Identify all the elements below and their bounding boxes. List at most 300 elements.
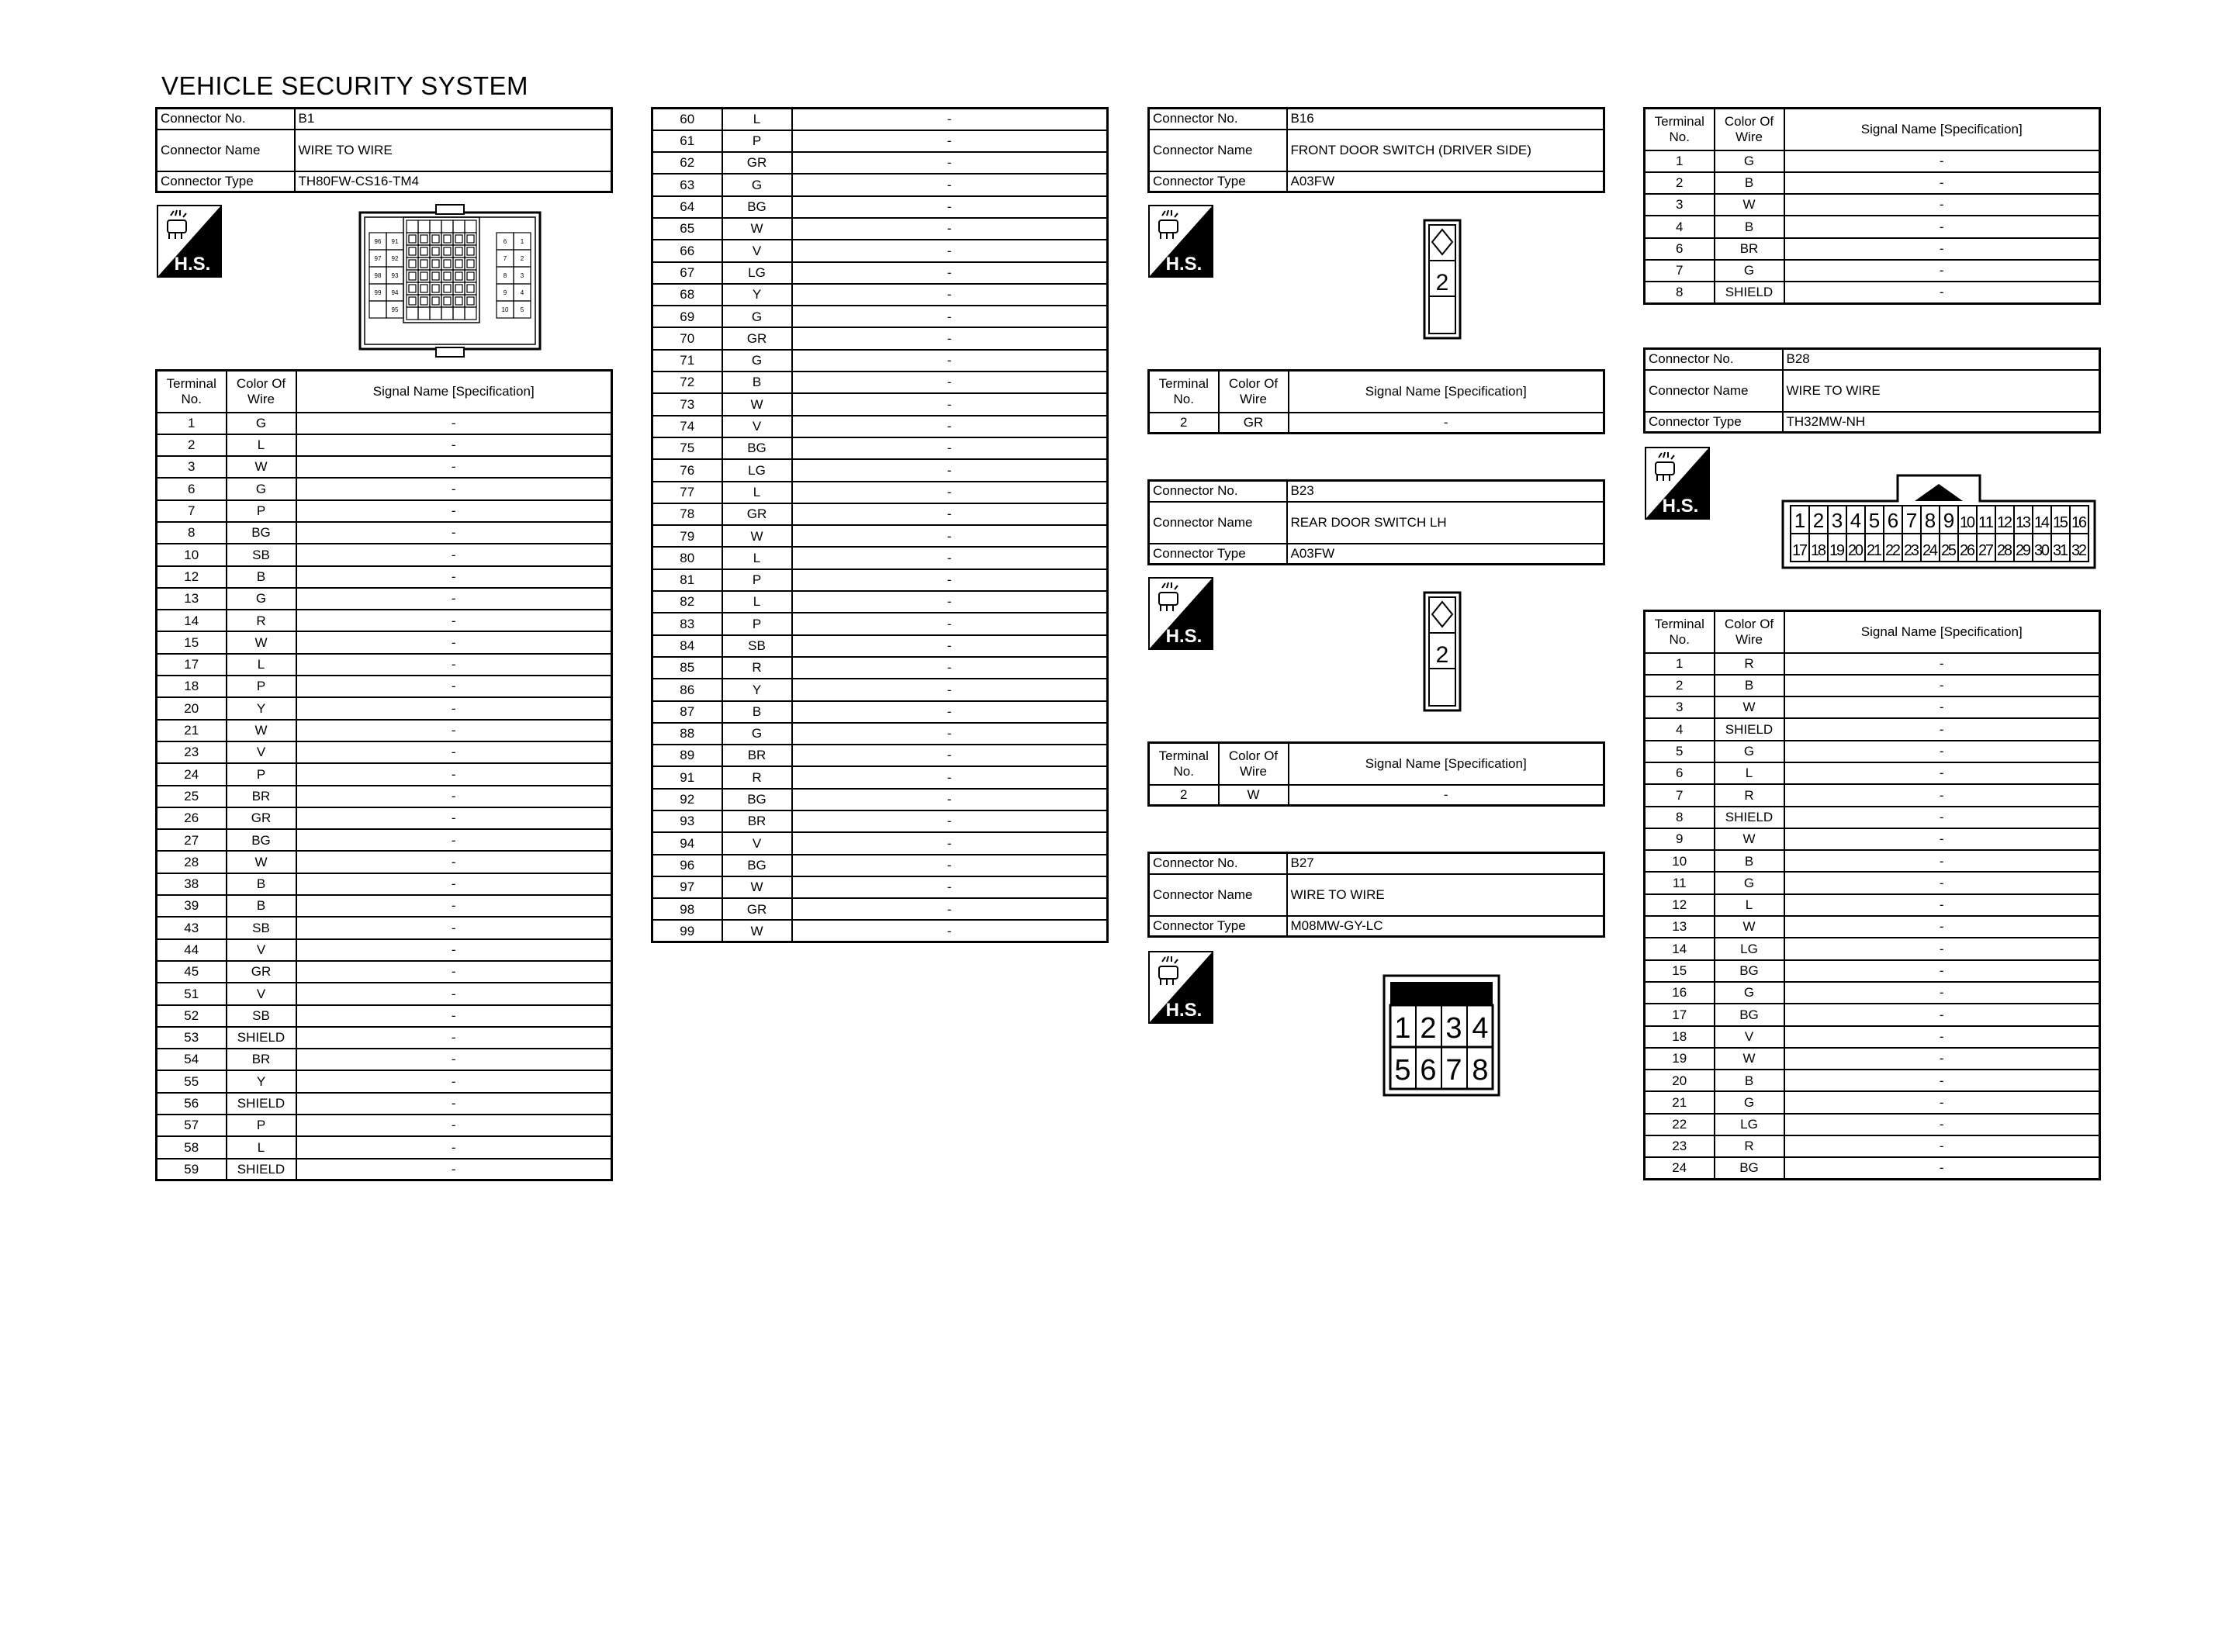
wire-color-cell: LG (722, 262, 792, 284)
connector-no-label: Connector No. (157, 109, 295, 130)
color-of-wire-header: Color Of Wire (1219, 743, 1289, 785)
signal-name-cell: - (792, 130, 1108, 152)
wire-color-cell: LG (1715, 938, 1784, 959)
table-row (652, 174, 1108, 195)
b1-pin-label: 5 (520, 306, 524, 313)
wire-color-cell: BG (722, 437, 792, 459)
wire-color-cell: L (722, 482, 792, 503)
terminal-no-cell: 43 (157, 917, 227, 938)
wire-color-cell: G (1715, 982, 1784, 1004)
harness-side-icon (1148, 577, 1213, 650)
harness-side-icon (1148, 205, 1213, 278)
terminal-no-header: Terminal No. (1149, 371, 1219, 413)
b28-pin-label: 3 (1831, 509, 1843, 532)
terminal-no-cell: 17 (1645, 1004, 1715, 1025)
connector-no-value: B16 (1287, 109, 1604, 130)
terminal-no-cell: 25 (157, 786, 227, 807)
signal-name-cell: - (792, 810, 1108, 832)
wire-color-cell: W (227, 851, 296, 873)
wire-color-cell: BG (1715, 1157, 1784, 1179)
wire-color-cell: L (227, 654, 296, 676)
hs-label: H.S. (1165, 626, 1203, 647)
signal-name-cell: - (296, 456, 612, 478)
connector-type-label: Connector Type (1149, 171, 1287, 192)
signal-name-cell: - (792, 482, 1108, 503)
table-row (157, 851, 612, 873)
signal-name-cell: - (1784, 1157, 2100, 1179)
terminal-no-cell: 7 (1645, 260, 1715, 282)
signal-name-cell: - (792, 416, 1108, 437)
wire-color-cell: Y (722, 284, 792, 306)
wire-color-cell: G (722, 350, 792, 372)
b23-terminal-table (1147, 741, 1605, 807)
b27-pin-label: 5 (1394, 1054, 1411, 1087)
wire-color-cell: B (1715, 216, 1784, 237)
terminal-no-cell: 91 (652, 766, 722, 788)
wire-color-cell: SHIELD (227, 1027, 296, 1049)
table-row (157, 807, 612, 829)
wire-color-cell: R (722, 657, 792, 679)
b28-pin-label: 16 (2071, 514, 2087, 531)
table-row (652, 657, 1108, 679)
terminal-no-cell: 17 (157, 654, 227, 676)
connector-type-label: Connector Type (1149, 544, 1287, 565)
wire-color-cell: P (227, 1115, 296, 1136)
wire-color-cell: B (1715, 1070, 1784, 1091)
wire-color-cell: SHIELD (1715, 718, 1784, 740)
terminal-no-cell: 57 (157, 1115, 227, 1136)
signal-name-cell: - (1784, 150, 2100, 172)
wire-color-cell: L (722, 591, 792, 613)
b1-pin-label: 3 (520, 272, 524, 279)
connector-type-value: TH80FW-CS16-TM4 (295, 171, 612, 192)
wire-color-cell: BG (722, 855, 792, 876)
signal-name-cell: - (1784, 872, 2100, 893)
wire-color-cell: SHIELD (1715, 282, 1784, 303)
wire-color-cell: BG (227, 829, 296, 851)
b28-pin-label: 23 (1904, 542, 1919, 559)
signal-name-cell: - (1784, 653, 2100, 675)
terminal-no-cell: 13 (157, 588, 227, 610)
terminal-no-cell: 24 (1645, 1157, 1715, 1179)
wire-color-cell: B (227, 873, 296, 895)
b28-pin-label: 20 (1848, 542, 1864, 559)
signal-name-cell: - (1784, 894, 2100, 916)
b1-pin-label: 95 (391, 306, 399, 313)
table-row (652, 327, 1108, 349)
wire-color-cell: V (1715, 1026, 1784, 1048)
signal-name-cell: - (792, 196, 1108, 218)
signal-name-cell: - (1784, 238, 2100, 260)
table-row (652, 723, 1108, 745)
terminal-no-cell: 81 (652, 569, 722, 591)
table-row (157, 1136, 612, 1158)
terminal-no-cell: 39 (157, 895, 227, 917)
wire-color-cell: G (227, 478, 296, 499)
hs-label: H.S. (174, 254, 211, 275)
signal-name-cell: - (792, 679, 1108, 700)
terminal-no-cell: 26 (157, 807, 227, 829)
terminal-no-cell: 2 (1149, 413, 1219, 434)
b23-pin-label: 2 (1435, 642, 1449, 668)
table-row (157, 1027, 612, 1049)
b28-pin-label: 15 (2053, 514, 2068, 531)
terminal-no-cell: 94 (652, 832, 722, 854)
signal-name-cell: - (296, 1027, 612, 1049)
signal-name-cell: - (792, 855, 1108, 876)
wire-color-cell: BG (227, 522, 296, 544)
wire-color-cell: B (1715, 172, 1784, 194)
wire-color-cell: L (227, 1136, 296, 1158)
connector-type-label: Connector Type (1149, 916, 1287, 937)
signal-name-cell: - (792, 152, 1108, 174)
signal-name-cell: - (296, 631, 612, 653)
wire-color-cell: W (1715, 916, 1784, 938)
table-row (652, 196, 1108, 218)
signal-name-cell: - (296, 522, 612, 544)
terminal-no-cell: 96 (652, 855, 722, 876)
color-of-wire-header: Color Of Wire (1219, 371, 1289, 413)
wire-color-cell: BG (722, 789, 792, 810)
table-row (652, 766, 1108, 788)
terminal-no-cell: 9 (1645, 828, 1715, 850)
terminal-no-cell: 52 (157, 1005, 227, 1027)
b1-info (155, 107, 613, 193)
wire-color-cell: GR (722, 152, 792, 174)
signal-name-cell: - (1784, 696, 2100, 718)
signal-name-cell: - (1784, 282, 2100, 303)
signal-name-cell: - (296, 939, 612, 961)
signal-name-cell: - (296, 851, 612, 873)
b28-pin-label: 26 (1960, 542, 1975, 559)
signal-name-cell: - (1784, 807, 2100, 828)
signal-name-cell: - (792, 766, 1108, 788)
color-of-wire-header: Color Of Wire (1715, 611, 1784, 653)
b27-connector-face (1383, 974, 1500, 1097)
connector-no-value: B28 (1783, 349, 2100, 370)
table-row (652, 635, 1108, 657)
b28-pin-label: 8 (1924, 509, 1936, 532)
b28-pin-label: 27 (1978, 542, 1994, 559)
b1-pin-label: 8 (503, 272, 507, 279)
signal-name-cell: - (792, 372, 1108, 393)
terminal-no-cell: 2 (1645, 172, 1715, 194)
signal-name-cell: - (792, 832, 1108, 854)
signal-name-cell: - (1784, 1048, 2100, 1070)
wire-color-cell: GR (1219, 413, 1289, 434)
table-row (157, 1115, 612, 1136)
table-row (1645, 916, 2100, 938)
terminal-no-cell: 66 (652, 240, 722, 261)
b1-pin-label: 96 (374, 238, 382, 245)
signal-name-cell: - (1784, 982, 2100, 1004)
wire-color-cell: BR (227, 1049, 296, 1070)
wire-color-cell: W (722, 218, 792, 240)
wire-color-cell: W (722, 876, 792, 898)
wire-color-cell: G (722, 174, 792, 195)
connector-type-value: M08MW-GY-LC (1287, 916, 1604, 937)
signal-name-cell: - (1784, 1135, 2100, 1157)
hs-label: H.S. (1165, 1000, 1203, 1021)
signal-name-cell: - (1784, 960, 2100, 982)
signal-name-cell: - (296, 610, 612, 631)
terminal-no-header: Terminal No. (157, 371, 227, 413)
signal-name-cell: - (792, 723, 1108, 745)
signal-name-cell: - (1784, 1004, 2100, 1025)
wire-color-cell: G (722, 306, 792, 327)
wire-color-cell: BG (722, 196, 792, 218)
connector-type-label: Connector Type (157, 171, 295, 192)
signal-name-cell: - (296, 873, 612, 895)
wire-color-cell: L (227, 434, 296, 456)
signal-name-cell: - (296, 786, 612, 807)
signal-name-cell: - (296, 807, 612, 829)
table-row (1645, 718, 2100, 740)
table-row (652, 855, 1108, 876)
signal-name-cell: - (296, 720, 612, 741)
signal-name-cell: - (792, 591, 1108, 613)
table-row (1645, 850, 2100, 872)
signal-name-cell: - (1784, 1026, 2100, 1048)
wire-color-cell: LG (1715, 1114, 1784, 1135)
table-row (652, 920, 1108, 942)
terminal-no-cell: 76 (652, 459, 722, 481)
b28-pin-label: 2 (1812, 509, 1825, 532)
wire-color-cell: GR (722, 898, 792, 920)
table-row (157, 1005, 612, 1027)
signal-name-cell: - (1289, 413, 1604, 434)
signal-name-cell: - (1784, 741, 2100, 762)
connector-type-value: TH32MW-NH (1783, 412, 2100, 433)
terminal-no-cell: 6 (1645, 238, 1715, 260)
connector-no-label: Connector No. (1645, 349, 1783, 370)
b28-info (1643, 347, 2101, 434)
terminal-no-cell: 2 (1645, 675, 1715, 696)
signal-name-cell: - (296, 566, 612, 588)
table-row (157, 631, 612, 653)
b28-pin-label: 17 (1792, 542, 1808, 559)
wire-color-cell: GR (722, 503, 792, 525)
table-row (157, 697, 612, 719)
table-row (1645, 216, 2100, 237)
signal-name-cell: - (296, 983, 612, 1004)
b28-pin-label: 32 (2071, 542, 2087, 559)
table-row (652, 876, 1108, 898)
table-row (1645, 1048, 2100, 1070)
signal-name-cell: - (296, 1115, 612, 1136)
terminal-no-cell: 12 (157, 566, 227, 588)
connector-name-value: WIRE TO WIRE (295, 130, 612, 171)
table-row (157, 895, 612, 917)
connector-name-label: Connector Name (157, 130, 295, 171)
signal-name-cell: - (792, 306, 1108, 327)
b27-pin-label: 7 (1445, 1054, 1462, 1087)
wire-color-cell: G (1715, 741, 1784, 762)
signal-name-header: Signal Name [Specification] (1289, 371, 1604, 413)
table-row (1645, 894, 2100, 916)
harness-side-icon (157, 205, 222, 278)
signal-name-header: Signal Name [Specification] (1784, 611, 2100, 653)
terminal-no-cell: 20 (157, 697, 227, 719)
signal-name-cell: - (1784, 784, 2100, 806)
terminal-no-cell: 15 (1645, 960, 1715, 982)
signal-name-cell: - (792, 613, 1108, 634)
b1-pin-label: 4 (520, 289, 524, 296)
wire-color-cell: B (1715, 850, 1784, 872)
terminal-no-cell: 88 (652, 723, 722, 745)
signal-name-cell: - (792, 393, 1108, 415)
terminal-no-cell: 19 (1645, 1048, 1715, 1070)
terminal-no-cell: 3 (157, 456, 227, 478)
b28-pin-label: 18 (1811, 542, 1826, 559)
b27-terminal-table (1643, 107, 2101, 305)
table-row (1645, 762, 2100, 784)
table-row (1645, 1004, 2100, 1025)
b16-info (1147, 107, 1605, 193)
b1-pin-label: 92 (391, 255, 399, 262)
wire-color-cell: G (1715, 872, 1784, 893)
wire-color-cell: BG (1715, 1004, 1784, 1025)
signal-name-cell: - (296, 961, 612, 983)
connector-name-label: Connector Name (1149, 502, 1287, 544)
signal-name-cell: - (296, 1049, 612, 1070)
connector-no-label: Connector No. (1149, 109, 1287, 130)
signal-name-cell: - (296, 588, 612, 610)
b28-pin-label: 21 (1867, 542, 1882, 559)
table-row (157, 610, 612, 631)
wire-color-cell: W (227, 456, 296, 478)
b28-pin-label: 19 (1829, 542, 1845, 559)
terminal-no-cell: 67 (652, 262, 722, 284)
terminal-no-cell: 97 (652, 876, 722, 898)
table-row (157, 500, 612, 522)
signal-name-cell: - (1784, 1114, 2100, 1135)
terminal-no-cell: 1 (1645, 653, 1715, 675)
table-row (652, 547, 1108, 569)
wire-color-cell: R (1715, 1135, 1784, 1157)
terminal-no-cell: 71 (652, 350, 722, 372)
wire-color-cell: SB (227, 544, 296, 565)
terminal-no-cell: 20 (1645, 1070, 1715, 1091)
signal-name-cell: - (1784, 938, 2100, 959)
table-row (1645, 653, 2100, 675)
wire-color-cell: LG (722, 459, 792, 481)
wire-color-cell: Y (227, 1070, 296, 1092)
table-row (652, 218, 1108, 240)
signal-name-cell: - (296, 500, 612, 522)
terminal-no-cell: 6 (157, 478, 227, 499)
wire-color-cell: W (722, 393, 792, 415)
table-row (652, 679, 1108, 700)
signal-name-cell: - (1784, 1070, 2100, 1091)
signal-name-cell: - (296, 1136, 612, 1158)
terminal-no-cell: 63 (652, 174, 722, 195)
page-title: VEHICLE SECURITY SYSTEM (161, 71, 529, 100)
b28-pin-label: 22 (1885, 542, 1901, 559)
b28-pin-label: 11 (1978, 514, 1994, 531)
terminal-no-cell: 14 (1645, 938, 1715, 959)
terminal-no-cell: 99 (652, 920, 722, 942)
signal-name-cell: - (792, 109, 1108, 130)
wire-color-cell: W (1715, 194, 1784, 216)
signal-name-cell: - (792, 701, 1108, 723)
connector-no-label: Connector No. (1149, 853, 1287, 874)
connector-name-value: FRONT DOOR SWITCH (DRIVER SIDE) (1287, 130, 1604, 171)
signal-name-cell: - (792, 437, 1108, 459)
table-row (652, 109, 1108, 130)
table-row (157, 983, 612, 1004)
terminal-no-cell: 8 (157, 522, 227, 544)
b1-pin-label: 97 (374, 255, 382, 262)
table-row (1645, 1026, 2100, 1048)
signal-name-cell: - (296, 676, 612, 697)
wire-color-cell: P (227, 500, 296, 522)
table-row (1645, 1114, 2100, 1135)
table-row (1645, 1157, 2100, 1179)
connector-no-value: B1 (295, 109, 612, 130)
wire-color-cell: G (1715, 260, 1784, 282)
table-row (652, 701, 1108, 723)
signal-name-header: Signal Name [Specification] (1289, 743, 1604, 785)
table-row (652, 393, 1108, 415)
wire-color-cell: G (722, 723, 792, 745)
wire-color-cell: SHIELD (227, 1159, 296, 1180)
wire-color-cell: BR (722, 745, 792, 766)
table-row (652, 810, 1108, 832)
signal-name-cell: - (792, 327, 1108, 349)
wire-color-cell: BG (1715, 960, 1784, 982)
b28-pin-label: 28 (1997, 542, 2012, 559)
signal-name-cell: - (792, 218, 1108, 240)
signal-name-cell: - (296, 1093, 612, 1115)
terminal-no-cell: 85 (652, 657, 722, 679)
table-row (652, 832, 1108, 854)
b1-pin-label: 10 (501, 306, 509, 313)
b1-pin-label: 9 (503, 289, 507, 296)
signal-name-cell: - (296, 741, 612, 763)
table-row (652, 789, 1108, 810)
table-row (1645, 807, 2100, 828)
signal-name-cell: - (296, 654, 612, 676)
terminal-no-cell: 87 (652, 701, 722, 723)
hs-label: H.S. (1165, 254, 1203, 275)
signal-name-cell: - (792, 920, 1108, 942)
b28-pin-label: 6 (1887, 509, 1899, 532)
terminal-no-cell: 53 (157, 1027, 227, 1049)
table-row (157, 676, 612, 697)
wire-color-cell: R (227, 610, 296, 631)
wire-color-cell: W (1219, 785, 1289, 806)
terminal-no-cell: 23 (1645, 1135, 1715, 1157)
terminal-no-cell: 8 (1645, 282, 1715, 303)
wire-color-cell: BR (722, 810, 792, 832)
wire-color-cell: W (1715, 828, 1784, 850)
wire-color-cell: W (1715, 696, 1784, 718)
table-row (1645, 172, 2100, 194)
table-row (652, 745, 1108, 766)
wire-color-cell: SHIELD (1715, 807, 1784, 828)
terminal-no-cell: 24 (157, 763, 227, 785)
harness-side-icon (1645, 447, 1710, 520)
table-row (157, 741, 612, 763)
table-row (652, 482, 1108, 503)
table-row (1645, 938, 2100, 959)
wire-color-cell: GR (227, 807, 296, 829)
b1-pin-label: 93 (391, 272, 399, 279)
table-row (157, 544, 612, 565)
terminal-no-cell: 98 (652, 898, 722, 920)
terminal-no-cell: 61 (652, 130, 722, 152)
